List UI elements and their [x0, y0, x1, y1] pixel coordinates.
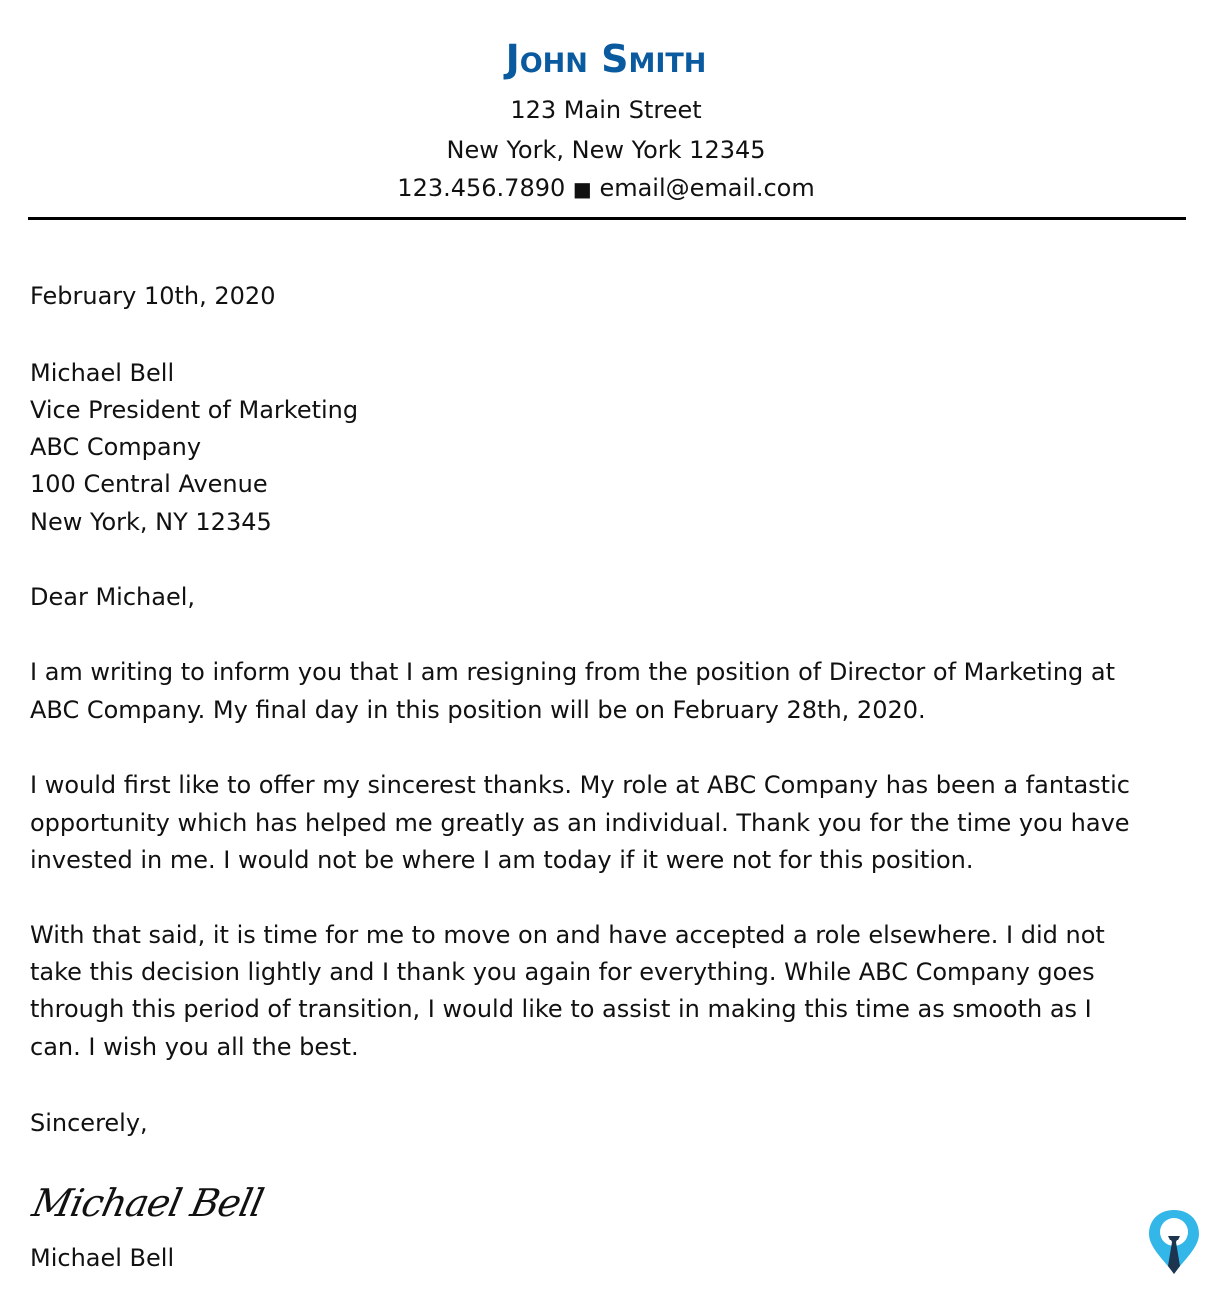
location-pin-tie-icon [1146, 1208, 1202, 1276]
body-p3-line: With that said, it is time for me to move on and have accepted a role elsewhere. I did not [30, 921, 1105, 949]
sender-city-state-zip: New York, New York 12345 [446, 136, 766, 164]
body-p1-line: ABC Company. My final day in this position will be on February 28th, 2020. [30, 696, 926, 724]
body-p2-line: invested in me. I would not be where I am today if it were not for this position. [30, 846, 974, 874]
body-p3-line: through this period of transition, I would like to assist in making this time as smooth as I [30, 995, 1092, 1023]
recipient-company: ABC Company [30, 433, 202, 461]
recipient-street: 100 Central Avenue [30, 470, 268, 498]
sender-phone: 123.456.7890 [397, 174, 566, 202]
recipient-city-state-zip: New York, NY 12345 [30, 508, 272, 536]
sender-street: 123 Main Street [510, 96, 702, 124]
recipient-name: Michael Bell [30, 359, 175, 387]
contact-separator: ■ [572, 177, 592, 201]
sender-contact-line [0, 172, 1212, 205]
header-divider [28, 217, 1186, 220]
salutation: Dear Michael, [30, 583, 195, 611]
body-p3-line: can. I wish you all the best. [30, 1033, 359, 1061]
body-p3-line: take this decision lightly and I thank you again for everything. While ABC Company goes [30, 958, 1095, 986]
recipient-title: Vice President of Marketing [30, 396, 359, 424]
closing: Sincerely, [30, 1109, 148, 1137]
handwritten-signature: Michael Bell [28, 1181, 267, 1225]
sender-email: email@email.com [599, 174, 815, 202]
letter-date: February 10th, 2020 [30, 282, 276, 310]
body-p2-line: opportunity which has helped me greatly as an individual. Thank you for the time you have [30, 809, 1130, 837]
signer-name: Michael Bell [30, 1244, 175, 1272]
sender-name: John Smith [505, 37, 707, 81]
body-p2-line: I would first like to offer my sincerest thanks. My role at ABC Company has been a fantastic [30, 771, 1130, 799]
body-p1-line: I am writing to inform you that I am resigning from the position of Director of Marketing at [30, 658, 1116, 686]
